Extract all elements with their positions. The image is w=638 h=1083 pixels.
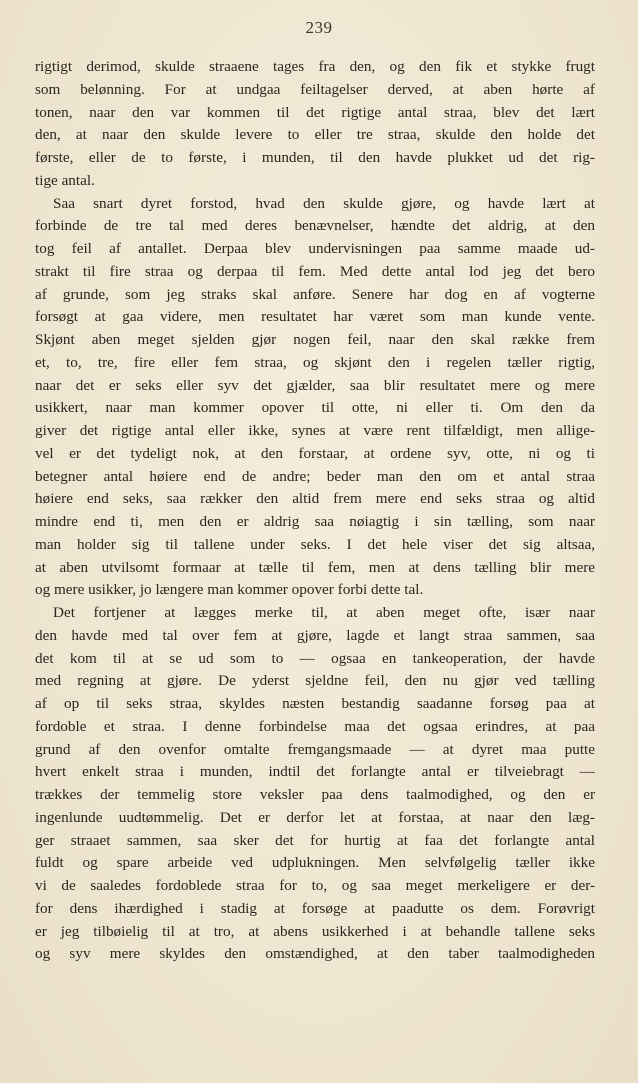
text-line: naar det er seks eller syv det gjælder, saa blir resultatet mere og mere xyxy=(35,376,595,394)
text-line: forbinde de tre tal med deres benævnelser, hændte det aldrig, at den xyxy=(35,217,595,235)
text-line: høiere end seks, saa rækker den altid frem mere end seks straa og altid xyxy=(35,490,595,508)
text-line: første, eller de to første, i munden, til den havde plukket ud det rig- xyxy=(35,149,595,166)
text-line: vel er det tydeligt nok, at den forstaar, at ordene syv, otte, ni og ti xyxy=(35,444,595,462)
text-line: giver det rigtige antal eller ikke, synes at være rent tilfældigt, men allige- xyxy=(35,422,595,439)
text-line: vi de saaledes fordoblede straa for to, og saa meget merkeligere er der- xyxy=(35,877,595,894)
text-line: betegner antal høiere end de andre; beder man den om et antal straa xyxy=(35,467,595,485)
text-line: og syv mere skyldes den omstændighed, at den taber taalmodigheden xyxy=(35,945,595,963)
text-line: rigtigt derimod, skulde straaene tages fra den, og den fik et stykke frugt xyxy=(35,58,595,75)
text-line: strakt til fire straa og derpaa til fem. Med dette antal lod jeg det bero xyxy=(35,262,595,280)
text-line: at aben utvilsomt formaar at tælle til fem, men at dens tælling blir mere xyxy=(35,558,595,576)
text-line: den havde med tal over fem at gjøre, lagde et langt straa sammen, saa xyxy=(35,626,595,644)
text-line: Det fortjener at lægges merke til, at aben meget ofte, især naar xyxy=(53,604,595,621)
text-line: trækkes der temmelig store veksler paa dens taalmodighed, og den er xyxy=(35,786,595,803)
text-line: fordoble et straa. I denne forbindelse maa det ogsaa erindres, at paa xyxy=(35,717,595,735)
text-line: og mere usikker, jo længere man kommer opover forbi dette tal. xyxy=(35,581,424,599)
text-line: et, to, tre, fire eller fem straa, og skjønt den i regelen tæller rigtig, xyxy=(35,353,595,371)
text-line: mindre end ti, men den er aldrig saa nøiagtig i sin tælling, som naar xyxy=(35,513,595,530)
text-line: med regning at gjøre. De yderst sjeldne feil, den nu gjør ved tælling xyxy=(35,672,595,690)
text-line: Saa snart dyret forstod, hvad den skulde gjøre, og havde lært at xyxy=(53,194,595,212)
text-line: af op til seks straa, skyldes næsten bestandig saadanne forsøg paa at xyxy=(35,695,595,712)
text-line: fuldt og spare arbeide ved udplukningen. Men selvfølgelig tæller ikke xyxy=(35,854,595,872)
text-line: for dens ihærdighed i stadig at forsøge at paadutte os dem. Forøvrigt xyxy=(35,899,595,917)
text-line: som belønning. For at undgaa feiltagelser derved, at aben hørte af xyxy=(35,80,595,98)
text-line: af grunde, som jeg straks skal anføre. Senere har dog en af vogterne xyxy=(35,285,595,303)
text-line: hvert enkelt straa i munden, indtil det forlangte antal er tilveiebragt — xyxy=(35,763,595,781)
text-line: forsøgt at gaa videre, men resultatet har været som man kunde vente. xyxy=(35,308,595,326)
page-number: 239 xyxy=(305,18,333,37)
text-line: Skjønt aben meget sjelden gjør nogen feil, naar den skal række frem xyxy=(35,331,595,348)
text-line: tog feil af antallet. Derpaa blev undervisningen paa samme maade ud- xyxy=(35,240,595,257)
text-line: tige antal. xyxy=(35,171,95,189)
text-line: ger straaet sammen, saa sker det for hurtig at faa det forlangte antal xyxy=(35,831,595,849)
text-line: den, at naar den skulde levere to eller tre straa, skulde den holde det xyxy=(35,126,595,144)
body-text xyxy=(35,56,595,966)
text-line: grund af den ovenfor omtalte fremgangsmaade — at dyret maa putte xyxy=(35,740,595,758)
text-line: usikkert, naar man kommer opover til otte, ni eller ti. Om den da xyxy=(35,399,595,417)
text-line: er jeg tilbøielig til at tro, at abens usikkerhed i at behandle tallene seks xyxy=(35,922,595,940)
text-line: tonen, naar den var kommen til det rigtige antal straa, blev det lært xyxy=(35,103,595,121)
text-line: det kom til at se ud som to — ogsaa en tankeoperation, der havde xyxy=(35,649,595,667)
text-line: ingenlunde uudtømmelig. Det er derfor let at forstaa, at naar den læg- xyxy=(35,808,595,826)
text-line: man holder sig til tallene under seks. I det hele viser det sig altsaa, xyxy=(35,535,595,553)
